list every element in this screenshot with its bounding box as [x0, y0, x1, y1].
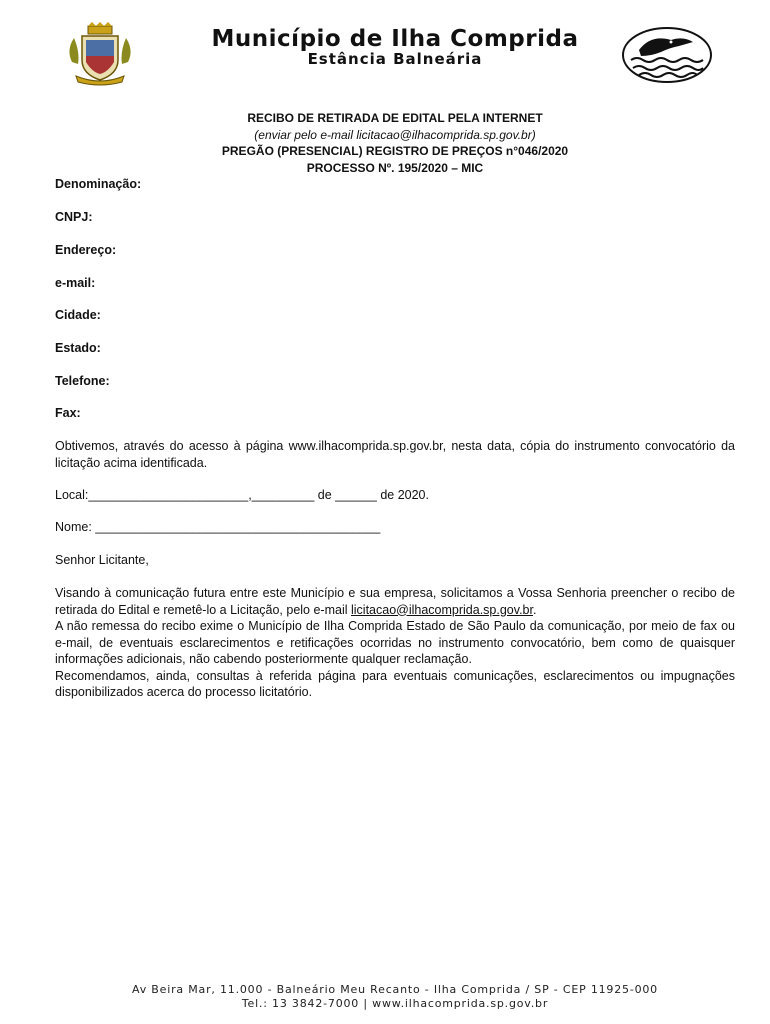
heading-pregao: PREGÃO (PRESENCIAL) REGISTRO DE PREÇOS n°046/2020	[221, 144, 569, 158]
municipality-title: Município de Ilha Comprida	[211, 26, 579, 52]
paragraph-recomendamos: Recomendamos, ainda, consultas à referida página para eventuais comunicações, esclarecimentos ou impugnações disponibilizados acerca do processo licitatório.	[55, 668, 735, 699]
paragraph-local: Local:_______________________,_________ de ______ de 2020.	[55, 488, 429, 502]
heading-title: RECIBO DE RETIRADA DE EDITAL PELA INTERNET	[247, 111, 543, 125]
pelican-emblem-icon	[621, 26, 713, 84]
footer-contact: Tel.: 13 3842-7000 | www.ilhacomprida.sp.gov.br	[241, 997, 549, 1010]
paragraph-nome: Nome: _________________________________________	[55, 520, 381, 534]
visando-end: .	[532, 602, 537, 617]
field-estado-label: Estado:	[55, 341, 101, 355]
field-endereco-label: Endereço:	[55, 243, 117, 257]
municipality-subtitle: Estância Balneária	[307, 50, 483, 68]
paragraph-obtivemos: Obtivemos, através do acesso à página www.ilhacomprida.sp.gov.br, nesta data, cópia do instrumento convocatório da licitação acima identificada.	[55, 439, 735, 470]
paragraph-visando	[55, 585, 735, 618]
field-denominacao-label: Denominação:	[55, 177, 142, 191]
visando-text: Visando à comunicação futura entre este Município e sua empresa, solicitamos a Vossa Senhoria preencher o recibo de retirada do Edital e remetê-lo a Licitação, pelo e-mail	[55, 586, 735, 617]
coat-of-arms-icon	[62, 22, 138, 86]
paragraph-body	[55, 585, 735, 701]
footer-address: Av Beira Mar, 11.000 - Balneário Meu Recanto - Ilha Comprida / SP - CEP 11925-000	[132, 983, 658, 996]
document-heading	[40, 110, 750, 176]
field-telefone-label: Telefone:	[55, 374, 110, 388]
heading-email-note: (enviar pelo e-mail licitacao@ilhacomprida.sp.gov.br)	[254, 127, 536, 142]
email-link[interactable]: licitacao@ilhacomprida.sp.gov.br	[350, 602, 533, 617]
field-cnpj-label: CNPJ:	[55, 210, 93, 224]
field-email-label: e-mail:	[55, 276, 96, 290]
field-fax-label: Fax:	[55, 406, 81, 420]
heading-processo: PROCESSO Nº. 195/2020 – MIC	[306, 160, 484, 175]
paragraph-saudacao: Senhor Licitante,	[55, 553, 149, 567]
field-cidade-label: Cidade:	[55, 308, 101, 322]
paragraph-nao-remessa: A não remessa do recibo exime o Município de Ilha Comprida Estado de São Paulo da comunicação, por meio de fax ou e-mail, de eventuais esclarecimentos e retificações ocorridas no instrumento convocatório, bem como de quaisquer informações adicionais, não cabendo posteriormente qualquer reclamação.	[55, 619, 735, 666]
